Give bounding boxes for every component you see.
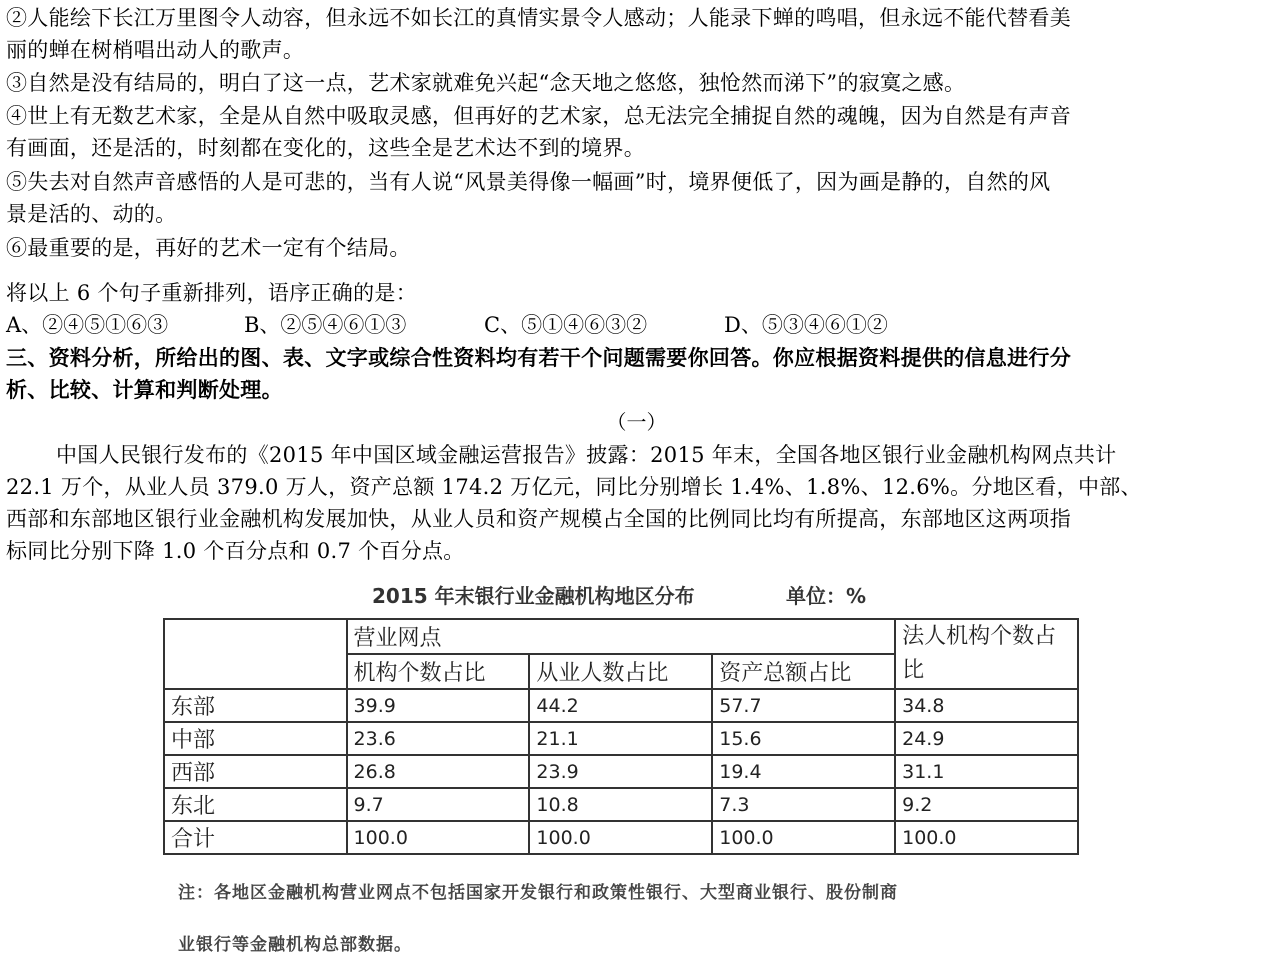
report-line-1: 中国人民银行发布的《2015 年中国区域金融运营报告》披露：2015 年末，全国各地区银行业金融机构网点共计 <box>56 443 1117 467</box>
part-marker: （一） <box>606 410 667 434</box>
table-cell: 23.9 <box>529 755 712 788</box>
legal-entity-header-line-2: 比 <box>902 658 925 683</box>
table-unit: 单位：% <box>786 584 867 608</box>
table-cell: 10.8 <box>529 788 712 821</box>
sentence-3: ③自然是没有结局的，明白了这一点，艺术家就难免兴起“念天地之悠悠，独怆然而涕下”的寂寞之感。 <box>6 71 966 95</box>
report-line-4: 标同比分别下降 1.0 个百分点和 0.7 个百分点。 <box>6 539 465 563</box>
col-header-count: 机构个数占比 <box>347 654 530 689</box>
table-cell: 31.1 <box>895 755 1078 788</box>
table-cell: 100.0 <box>712 821 895 854</box>
table-cell: 100.0 <box>529 821 712 854</box>
table-cell: 57.7 <box>712 689 895 722</box>
region-distribution-table <box>163 618 1079 855</box>
sentence-4-line-1: ④世上有无数艺术家，全是从自然中吸取灵感，但再好的艺术家，总无法完全捕捉自然的魂魄，因为自然是有声音 <box>6 104 1071 128</box>
table-cell: 44.2 <box>529 689 712 722</box>
corner-cell <box>164 619 347 689</box>
table-cell: 19.4 <box>712 755 895 788</box>
sentence-4-line-2: 有画面，还是活的，时刻都在变化的，这些全是艺术达不到的境界。 <box>6 136 645 160</box>
option-a[interactable]: A、②④⑤①⑥③ <box>6 313 169 337</box>
sentence-4 <box>6 100 1268 164</box>
region-label: 东北 <box>164 788 347 821</box>
table-cell: 39.9 <box>347 689 530 722</box>
table-cell: 9.2 <box>895 788 1078 821</box>
answer-options <box>6 309 1268 341</box>
region-label: 东部 <box>164 689 347 722</box>
sentence-2 <box>6 2 1268 66</box>
report-line-3: 西部和东部地区银行业金融机构发展加快，从业人员和资产规模占全国的比例同比均有所提高，东部地区这两项指 <box>6 507 1071 531</box>
report-line-2: 22.1 万个，从业人员 379.0 万人，资产总额 174.2 万亿元，同比分别增长 1.4%、1.8%、12.6%。分地区看，中部、 <box>6 475 1142 499</box>
table-note-line-1: 注：各地区金融机构营业网点不包括国家开发银行和政策性银行、大型商业银行、股份制商 <box>178 883 898 903</box>
table-cell: 34.8 <box>895 689 1078 722</box>
report-paragraph <box>6 439 1268 567</box>
option-b[interactable]: B、②⑤④⑥①③ <box>244 313 407 337</box>
sentence-2-line-2: 丽的蝉在树梢唱出动人的歌声。 <box>6 38 305 62</box>
table-cell: 100.0 <box>895 821 1078 854</box>
section-3-heading <box>6 342 1268 406</box>
table-cell: 9.7 <box>347 788 530 821</box>
table-row <box>164 689 1078 722</box>
table-row <box>164 821 1078 854</box>
legal-entity-header <box>895 619 1078 689</box>
sentence-6: ⑥最重要的是，再好的艺术一定有个结局。 <box>6 236 411 260</box>
table-row <box>164 722 1078 755</box>
table-header-row-1 <box>164 619 1078 654</box>
table-note-line-2: 业银行等金融机构总部数据。 <box>178 935 412 955</box>
sentence-5-line-2: 景是活的、动的。 <box>6 202 177 226</box>
table-cell: 23.6 <box>347 722 530 755</box>
table-row <box>164 755 1078 788</box>
col-header-assets: 资产总额占比 <box>712 654 895 689</box>
col-header-staff: 从业人数占比 <box>529 654 712 689</box>
table-cell: 100.0 <box>347 821 530 854</box>
group-header-outlets: 营业网点 <box>347 619 896 654</box>
table-cell: 7.3 <box>712 788 895 821</box>
table-row <box>164 788 1078 821</box>
sentence-5-line-1: ⑤失去对自然声音感悟的人是可悲的，当有人说“风景美得像一幅画”时，境界便低了，因为画是静的，自然的风 <box>6 170 1051 194</box>
region-label: 合计 <box>164 821 347 854</box>
table-cell: 26.8 <box>347 755 530 788</box>
region-label: 西部 <box>164 755 347 788</box>
question-prompt: 将以上 6 个句子重新排列，语序正确的是： <box>6 281 418 305</box>
region-label: 中部 <box>164 722 347 755</box>
table-cell: 21.1 <box>529 722 712 755</box>
option-d[interactable]: D、⑤③④⑥①② <box>724 313 888 337</box>
table-cell: 15.6 <box>712 722 895 755</box>
section-3-heading-line-1: 三、资料分析，所给出的图、表、文字或综合性资料均有若干个问题需要你回答。你应根据资料提供的信息进行分 <box>6 346 1071 370</box>
section-3-heading-line-2: 析、比较、计算和判断处理。 <box>6 378 283 402</box>
legal-entity-header-line-1: 法人机构个数占 <box>902 624 1057 649</box>
option-c[interactable]: C、⑤①④⑥③② <box>484 313 648 337</box>
sentence-5 <box>6 166 1268 230</box>
table-cell: 24.9 <box>895 722 1078 755</box>
table-title: 2015 年末银行业金融机构地区分布 <box>372 584 695 608</box>
sentence-2-line-1: ②人能绘下长江万里图令人动容，但永远不如长江的真情实景令人感动；人能录下蝉的鸣唱，但永远不能代替看美 <box>6 6 1071 30</box>
